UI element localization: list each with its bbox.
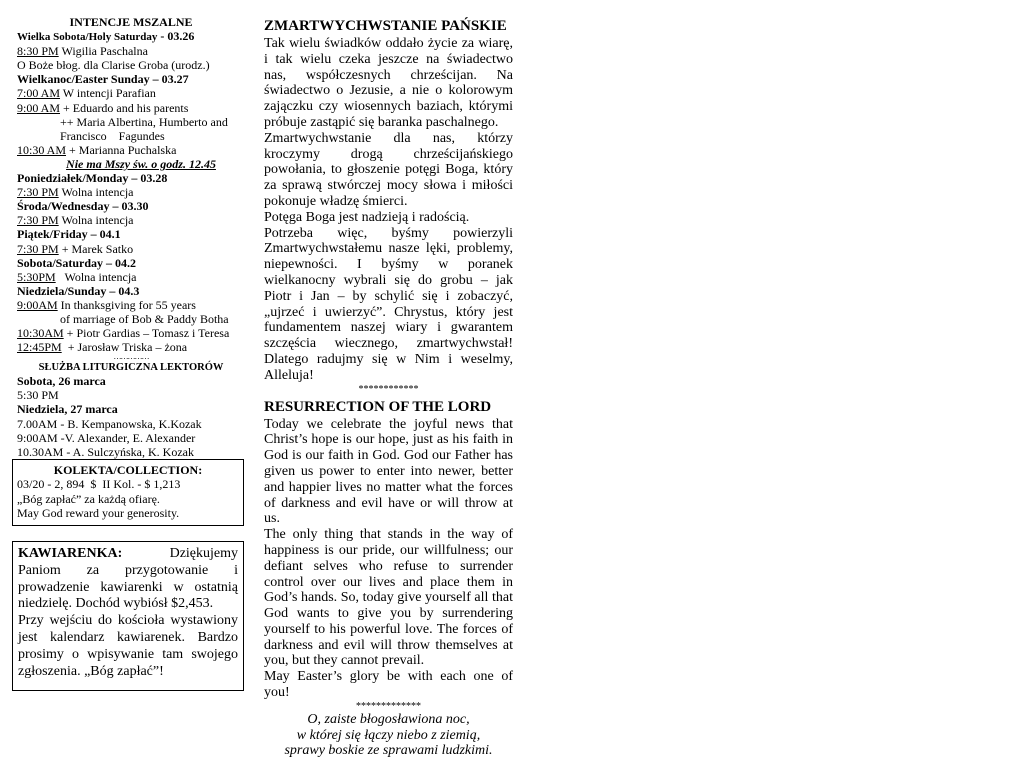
day-heading: Wielkanoc/Easter Sunday – 03.27: [17, 72, 189, 87]
day-heading: Poniedziałek/Monday – 03.28: [17, 171, 168, 186]
kawiarenka-paragraph: Przy wejściu do kościoła wystawiony jest kalendarz kawiarenek. Bardzo prosimy o wpisywanie tam swojego zgłoszenia. „Bóg zapłać”!: [18, 613, 238, 679]
lectors-line: 10.30AM - A. Sulczyńska, K. Kozak: [17, 444, 194, 459]
verse-line: sprawy boskie ze sprawami ludzkimi.: [284, 743, 493, 759]
divider-dots: ……………: [113, 352, 149, 362]
divider-stars: ************: [358, 383, 419, 395]
english-paragraph: The only thing that stands in the way of happiness is our pride, our willfulness; our defiant selves who refuse to surrender control over our lives and place them in God’s hands. So, today give yourself all that God wants to give you by surrendering yourself to his powerful love. The forces of darkness and evil will throw themselves at you, but they cannot prevail.: [264, 527, 513, 669]
collection-title: KOLEKTA/COLLECTION:: [53, 463, 203, 477]
kawiarenka-box: [12, 541, 244, 691]
no-mass-note: Nie ma Mszy św. o godz. 12.45: [66, 156, 216, 171]
lectors-day-heading: Niedziela, 27 marca: [17, 402, 118, 417]
intentions-title: INTENCJE MSZALNE: [69, 15, 193, 29]
mass-entry: 7:30 PM Wolna intencja: [17, 185, 134, 200]
collection-line: 03/20 - 2, 894 $ II Kol. - $ 1,213: [17, 477, 181, 492]
mass-entry: 9:00 AM + Eduardo and his parents: [17, 100, 189, 115]
polish-paragraph: Potrzeba więc, byśmy powierzyli Zmartwychwstałemu nasze lęki, problemy, niepewności. I byśmy w poranek wielkanocny wybrali się do grobu – jak Piotr i Jan – by schylić się i zobaczyć, „ujrzeć i uwierzyć”. Chrystus, który jest fundamentem naszej wiary i gwarantem szczęścia wiecznego, zmartwychwstał! Dlatego radujmy się w Nim i weselmy, Alleluja!: [264, 225, 513, 383]
kawiarenka-paragraph: KAWIARENKA: Dziękujemy Paniom za przygotowanie i prowadzenie kawiarenki w ostatnią niedzielę. Dochód wybiósł $2,453.: [18, 546, 238, 612]
mass-entry: 5:30PM Wolna intencja: [17, 269, 137, 284]
polish-article-title: ZMARTWYCHWSTANIE PAŃSKIE: [264, 18, 507, 34]
lectors-title: SŁUŻBA LITURGICZNA LEKTORÓW: [38, 362, 224, 374]
verse-line: O, zaiste błogosławiona noc,: [307, 711, 470, 727]
mass-entry-cont: of marriage of Bob & Paddy Botha: [60, 311, 229, 326]
day-heading: Niedziela/Sunday – 04.3: [17, 283, 140, 298]
verse-line: w której się łączy niebo z ziemią,: [296, 727, 481, 743]
day-heading: Środa/Wednesday – 03.30: [17, 199, 149, 214]
mass-entry: 7:30 PM + Marek Satko: [17, 241, 134, 256]
mass-entry: 7:00 AM W intencji Parafian: [17, 86, 156, 101]
lectors-line: 7.00AM - B. Kempanowska, K.Kozak: [17, 416, 202, 431]
articles-column: [264, 17, 513, 759]
divider-stars: *************: [356, 700, 421, 712]
polish-paragraph: Tak wielu świadków oddało życie za wiarę, i tak wielu czeka jeszcze na świadectwo nas, współczesnych chrześcijan. Na świadectwo o Jezusie, a nie o kolorowym zajączku czy wiosennych baziach, którymi próbuje zastąpić się baranka paschalnego.: [264, 36, 513, 130]
mass-entry: O Boże błog. dla Clarise Groba (urodz.): [17, 58, 210, 73]
day-heading: Wielka Sobota/Holy Saturday - 03.26: [17, 29, 195, 44]
collection-line: „Bóg zapłać” za każdą ofiarę.: [17, 491, 160, 506]
mass-entry: 12:45PM + Jarosław Triska – żona: [17, 340, 188, 355]
english-paragraph: May Easter’s glory be with each one of you!: [264, 669, 513, 701]
mass-intentions-column: [17, 15, 245, 459]
lectors-line: 5:30 PM: [17, 388, 59, 403]
polish-paragraph: Zmartwychwstanie dla nas, którzy kroczymy drogą chrześcijańskiego powołania, to głoszenie potęgi Boga, który za sprawą stwórczej mocy słowa i miłości pokonuje władzę śmierci.: [264, 130, 513, 209]
mass-entry-cont: Francisco Fagundes: [60, 128, 165, 143]
mass-entry: 10:30AM + Piotr Gardias – Tomasz i Teresa: [17, 326, 230, 341]
day-heading: Sobota/Saturday – 04.2: [17, 255, 137, 270]
mass-entry-cont: ++ Maria Albertina, Humberto and: [60, 114, 228, 129]
english-article-title: RESURRECTION OF THE LORD: [264, 398, 492, 415]
collection-line: May God reward your generosity.: [17, 506, 180, 521]
mass-entry: 8:30 PM Wigilia Paschalna: [17, 44, 148, 59]
polish-paragraph: Potęga Boga jest nadzieją i radością.: [264, 209, 470, 225]
lectors-day-heading: Sobota, 26 marca: [17, 374, 106, 389]
mass-entry: 7:30 PM Wolna intencja: [17, 213, 134, 228]
collection-box: [12, 459, 244, 526]
day-heading: Piątek/Friday – 04.1: [17, 227, 121, 242]
english-paragraph: Today we celebrate the joyful news that Christ’s hope is our hope, just as his faith in God is our faith in God. God our Father has given us power to enter into newer, better and happier lives no matter what the forces of darkness and evil have or will throw at us.: [264, 416, 513, 527]
lectors-line: 9:00AM -V. Alexander, E. Alexander: [17, 430, 196, 445]
mass-entry: 10:30 AM + Marianna Puchalska: [17, 142, 177, 157]
mass-entry: 9:00AM In thanksgiving for 55 years: [17, 297, 196, 312]
